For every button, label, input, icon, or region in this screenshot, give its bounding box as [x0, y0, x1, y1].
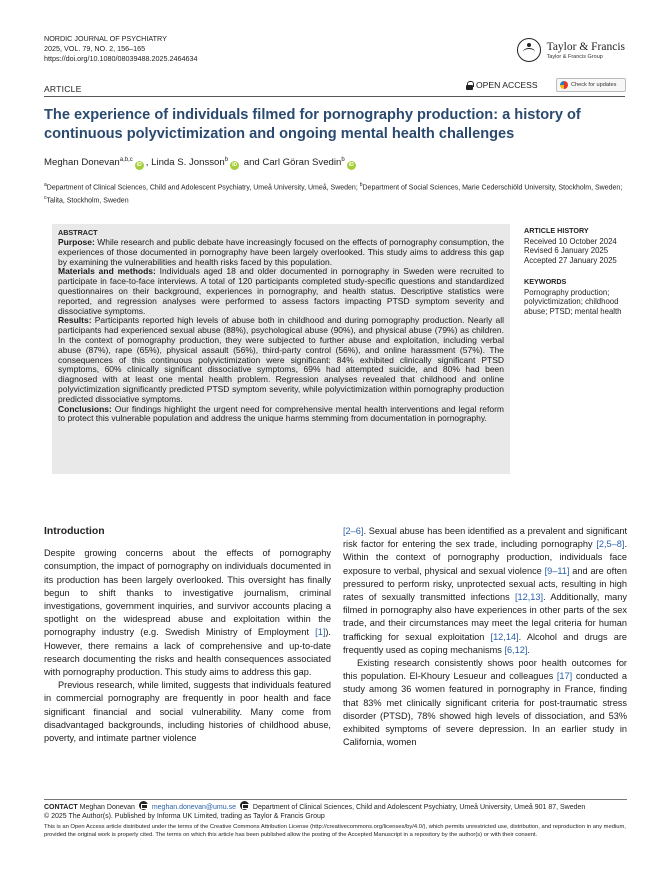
- abstract-purpose-label: Purpose:: [58, 237, 95, 247]
- paragraph-text: Despite growing concerns about the effects of pornography consumption, the impact of pornography on individuals documented in its production has been largely overlooked. This oversight has finally begun to shift thanks to investigative journalism, criminal investigations, government inquiries, and survivor accounts placing a spotlight on the widespread abuse and exploitation within the pornography industry (e.g. Swedish Ministry of Employment: [44, 548, 331, 638]
- body-paragraph: [44, 547, 331, 679]
- abstract-methods-label: Materials and methods:: [58, 266, 156, 277]
- affiliations: [44, 180, 626, 207]
- orcid-icon[interactable]: iD: [136, 162, 142, 169]
- email-icon: [139, 801, 148, 810]
- contact-info: [44, 801, 628, 821]
- citation-link[interactable]: [2,5–8]: [596, 539, 625, 550]
- citation-link[interactable]: [1]: [315, 627, 326, 638]
- open-access-text: OPEN ACCESS: [476, 80, 538, 90]
- abstract-heading: ABSTRACT: [58, 228, 98, 237]
- header-divider: [44, 96, 625, 97]
- paragraph-text: Previous research, while limited, suggests that individuals featured in commercial pornography are frequently in poor health and face significant financial and social vulnerability. Many come from disadvantaged backgrounds, including histories of childhood abuse, poverty, and intimate partner violence: [44, 680, 331, 744]
- publisher-group: Taylor & Francis Group: [546, 53, 603, 60]
- publisher-name: Taylor & Francis: [546, 40, 625, 53]
- paragraph-text: and are often pressured to perform risky, unprotected sexual acts, resulting in high rates of sexually transmitted infections: [343, 565, 627, 603]
- received-date: Received 10 October 2024: [524, 236, 617, 246]
- journal-issue: 2025, VOL. 79, NO. 2, 156–165: [44, 44, 146, 53]
- publisher-brand[interactable]: [517, 38, 625, 62]
- author-affiliation-marker: b: [224, 157, 229, 163]
- affiliation-marker: c: [44, 195, 47, 202]
- revised-date: Revised 6 January 2025: [524, 246, 609, 255]
- citation-link[interactable]: [17]: [556, 671, 573, 682]
- contact-label: CONTACT: [44, 804, 78, 811]
- paragraph-text: Existing research consistently shows poor health outcomes for this population. El-Khoury Lesueur and colleagues: [343, 658, 627, 682]
- keywords-text: Pornography production; polyvictimization; childhood abuse; PTSD; mental health: [524, 287, 622, 316]
- abstract-purpose-text: While research and public debate have increasingly focused on the effects of pornography consumption, the experiences of those documented in pornography have been largely overlooked. This study aims to address this gap by examining the vulnerabilities and health risks faced by this population.: [58, 237, 504, 267]
- copyright-notice: © 2025 The Author(s). Published by Informa UK Limited, trading as Taylor & Francis Group: [44, 813, 325, 820]
- paragraph-text: conducted a study among 36 women featured in pornography in France, finding that 83% met clinically significant criteria for post-traumatic stress disorder (PTSD), 78% showed high levels of dissociation, and 53% exhibited symptoms of severe depression. In an earlier study in California, women: [343, 671, 627, 748]
- paragraph-text: ). However, there remains a lack of comprehensive and up-to-date research documenting the risks and health consequences associated with pornography production. This study aims to address this gap.: [44, 627, 331, 678]
- citation-link[interactable]: [9–11]: [544, 565, 570, 576]
- open-lock-icon: [466, 81, 473, 90]
- body-paragraph: [343, 525, 627, 657]
- contact-name: Meghan Donevan: [79, 804, 135, 811]
- paragraph-text: . Sexual abuse has been identified as a prevalent and significant risk factor for entering the sex trade, including pornography: [343, 526, 627, 550]
- body-column-right: [343, 525, 627, 749]
- paragraph-text: . Additionally, many filmed in pornography also have experiences in other parts of the sex trade, and their circumstances may meet the legal criteria for human trafficking for sexual exploitation: [343, 592, 627, 642]
- journal-header: [44, 34, 197, 64]
- article-type-label: ARTICLE: [44, 84, 82, 94]
- affiliation-text: Talita, Stockholm, Sweden: [46, 197, 129, 205]
- orcid-icon[interactable]: iD: [348, 162, 354, 169]
- citation-link[interactable]: [12,13]: [514, 592, 544, 603]
- body-paragraph: [44, 679, 331, 745]
- address-icon: [240, 801, 249, 810]
- doi-link[interactable]: https://doi.org/10.1080/08039488.2025.2464634: [44, 54, 198, 63]
- paragraph-text: .: [527, 644, 530, 655]
- abstract-results: [58, 316, 504, 404]
- abstract-methods: [58, 267, 504, 316]
- body-column-left: [44, 525, 331, 745]
- check-updates-label: Check for updates: [571, 82, 617, 88]
- abstract-methods-text: Individuals aged 18 and older documented in pornography in Sweden were recruited to participate in face-to-face interviews. A total of 120 participants completed study-specific questions and standardized questionnaires on their background, experiences in pornography, and health status. Descriptive statistics were reported, and regression analyses were performed to assess factors impacting PTSD symptom severity and dissociative symptoms.: [58, 266, 505, 316]
- paragraph-text: . Within the context of pornography production, individuals face exposure to verbal, physical and sexual violence: [343, 539, 627, 576]
- journal-name: NORDIC JOURNAL OF PSYCHIATRY: [44, 34, 167, 43]
- abstract-conclusions-label: Conclusions:: [58, 403, 112, 414]
- author-conjunction: and: [243, 157, 260, 169]
- affiliation-text: Department of Clinical Sciences, Child and Adolescent Psychiatry, Umeå University, Umeå, Sweden;: [46, 184, 360, 192]
- author-name[interactable]: Meghan Donevan: [44, 157, 120, 169]
- accepted-date: Accepted 27 January 2025: [524, 255, 617, 265]
- article-title: The experience of individuals filmed for pornography production: a history of continuous polyvictimization and ongoing mental health challenges: [44, 107, 581, 142]
- footer-divider: [44, 799, 627, 800]
- body-paragraph: [343, 657, 627, 749]
- taylor-francis-logo-icon: [517, 38, 541, 62]
- citation-link[interactable]: [12,14]: [490, 631, 519, 642]
- crossmark-icon: [560, 81, 568, 89]
- abstract-box: [52, 224, 510, 474]
- affiliation-marker: b: [359, 182, 363, 188]
- contact-email-link[interactable]: meghan.donevan@umu.se: [151, 804, 236, 811]
- contact-address: Department of Clinical Sciences, Child and Adolescent Psychiatry, Umeå University, Umeå 901 87, Sweden: [252, 804, 586, 811]
- author-affiliation-marker: b: [341, 157, 345, 163]
- affiliation-marker: a: [44, 182, 47, 188]
- abstract-conclusions: [58, 405, 504, 425]
- author-name[interactable]: Carl Göran Svedin: [262, 157, 342, 169]
- abstract-conclusions-text: Our findings highlight the urgent need for comprehensive mental health interventions and legal reform to protect this vulnerable population and address the unique harms stemming from documentation in pornography.: [58, 403, 504, 424]
- author-affiliation-marker: a,b,c: [119, 157, 133, 163]
- paragraph-text: . Alcohol and drugs are frequently used as coping mechanisms: [343, 631, 627, 655]
- section-heading-introduction: Introduction: [44, 526, 105, 537]
- article-sidebar: [524, 226, 628, 316]
- article-history-heading: ARTICLE HISTORY: [524, 226, 589, 235]
- citation-link[interactable]: [6,12]: [504, 644, 528, 655]
- check-for-updates-button[interactable]: [556, 78, 626, 92]
- citation-link[interactable]: [2–6]: [343, 526, 364, 536]
- author-list: Meghan Donevan$^{a,b,c}$iD , Linda S. Jonsson$^b$iD and Carl Göran Svedin$^b$iD: [44, 157, 354, 169]
- license-notice: This is an Open Access article distributed under the terms of the Creative Commons Attribution License (http://creativecommons.org/licenses/by/4.0/), which permits unrestricted use, distribution, and reproduction in any medium, provided the original work is properly cited. The terms on which this article has been published allow the posting of the Accepted Manuscript in a repository by the author(s) or with their consent.: [44, 824, 626, 838]
- abstract-results-label: Results:: [58, 315, 92, 326]
- open-access-badge: [466, 80, 538, 90]
- abstract-purpose: [58, 238, 504, 267]
- abstract-results-text: Participants reported high levels of abuse both in childhood and during pornography production. Nearly all participants had experienced sexual abuse (88%), psychological abuse (90%), and physical abuse (79%) as children. In the context of pornography production, they were subjected to further abuse and exploitation, including verbal abuse (87%), rape (65%), physical assault (56%), third-party control (56%), and online harassment (57%). The consequences of this continuous polyvictimization were significant: 84% exhibited clinically significant PTSD symptoms, 60% clinically significant dissociative symptoms, 69% had attempted suicide, and 80% had been diagnosed with at least one mental health problem. Regression analyses revealed that childhood and online polyvictimization significantly predicted PTSD symptom severity, while polyvictimization within pornography production predicted dissociative symptoms.: [58, 315, 504, 404]
- author-name[interactable]: Linda S. Jonsson: [151, 157, 225, 169]
- affiliation-text: Department of Social Sciences, Marie Cederschiöld University, Stockholm, Sweden;: [362, 184, 623, 192]
- orcid-icon[interactable]: iD: [232, 162, 238, 169]
- keywords-heading: KEYWORDS: [524, 277, 567, 286]
